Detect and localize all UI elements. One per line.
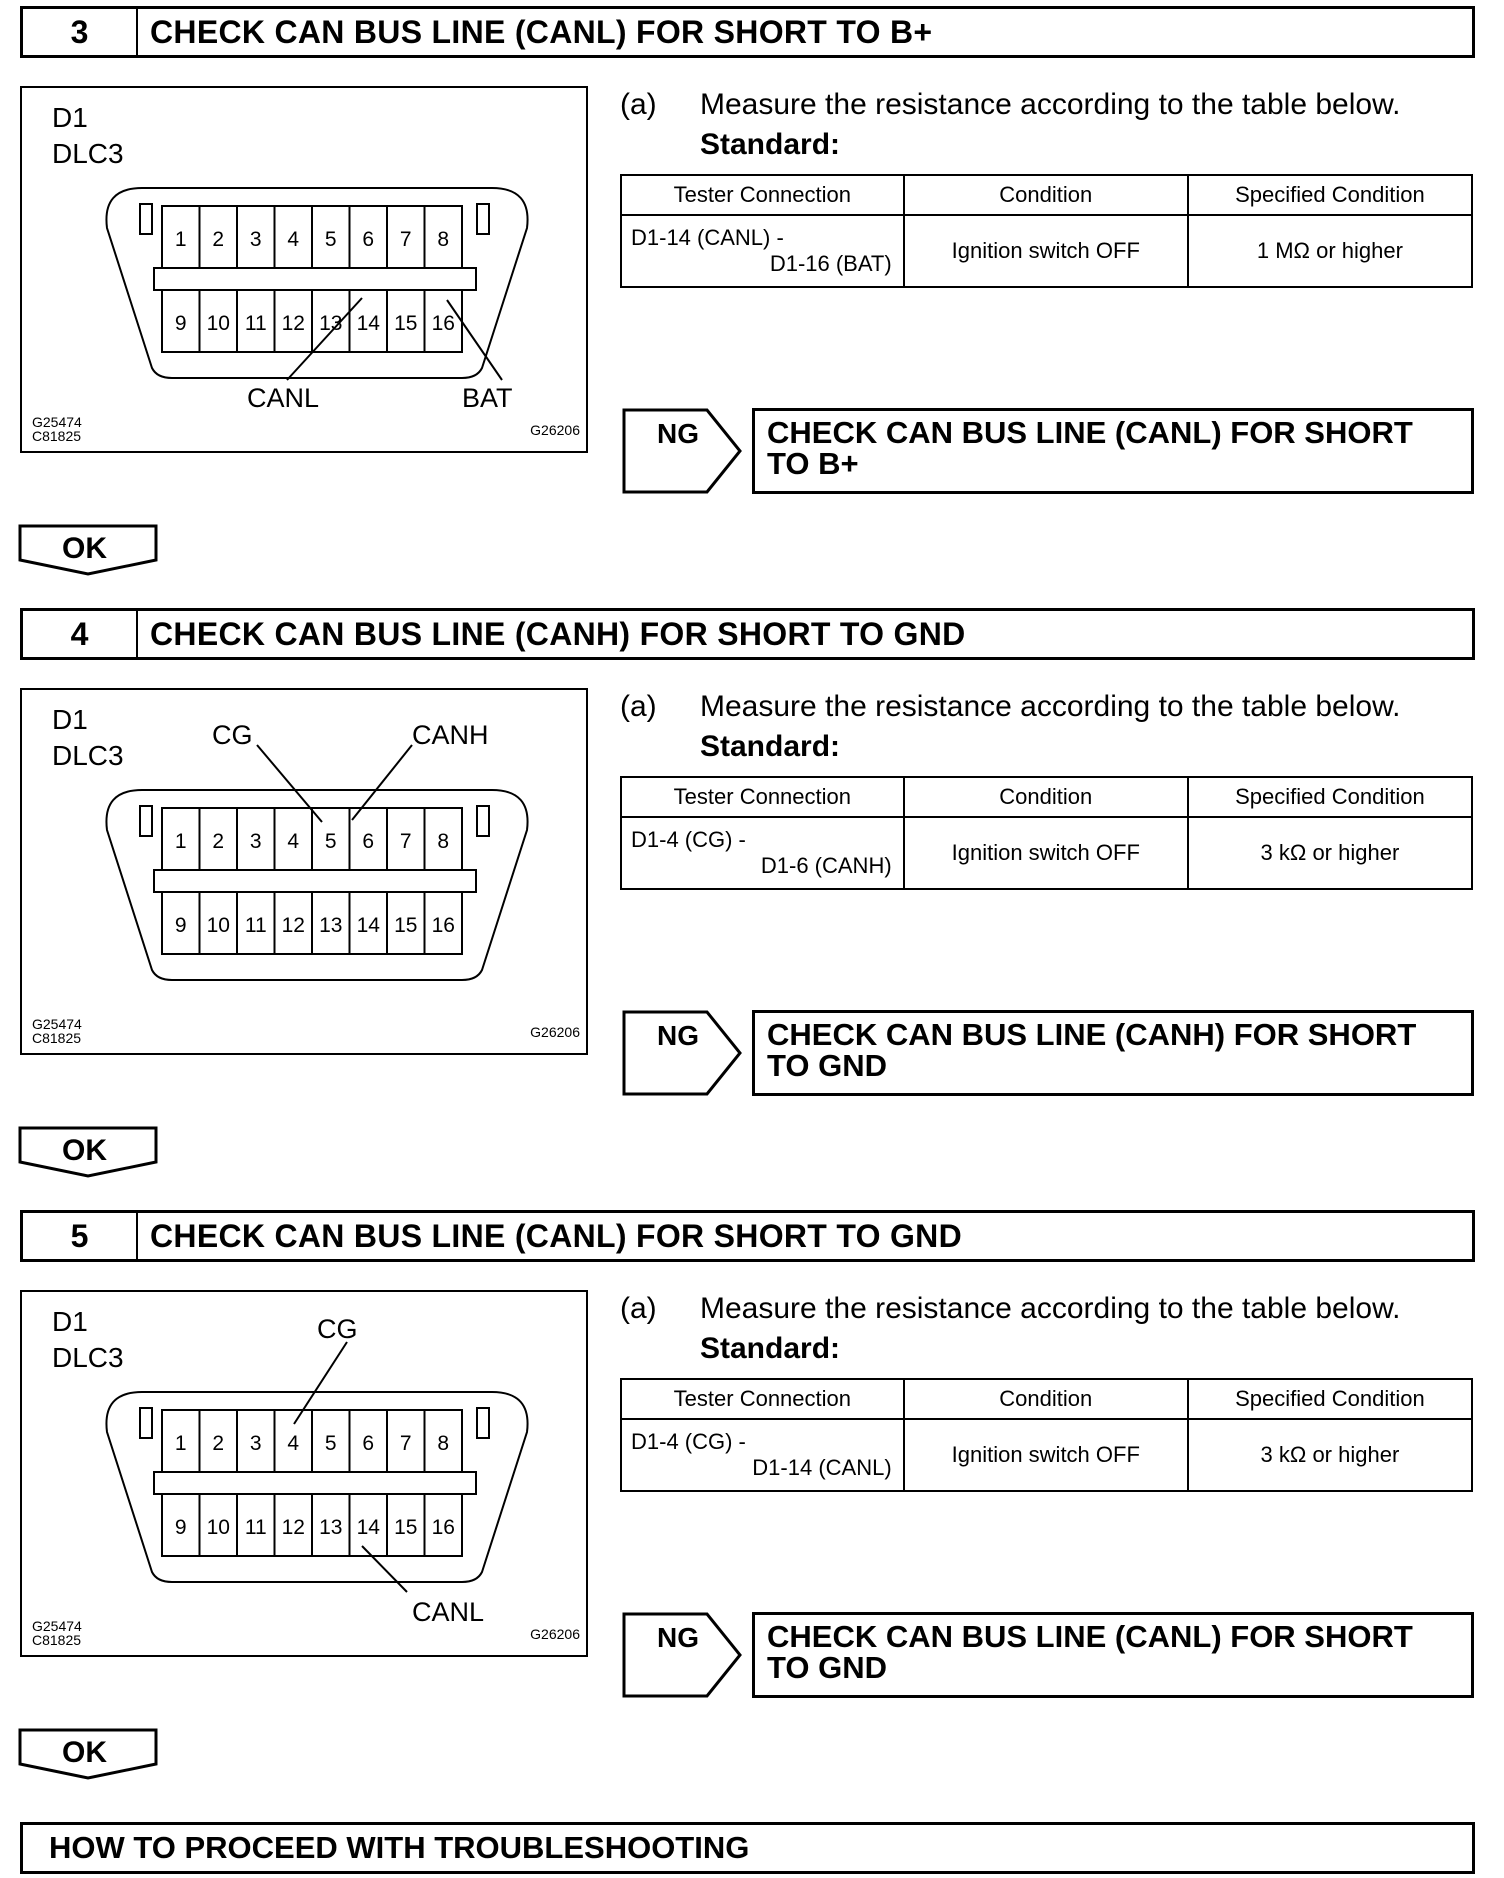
pin-number-10: 10 — [206, 914, 230, 937]
table-row — [621, 817, 1472, 889]
connector-separator — [154, 268, 476, 290]
connector-latch-left — [140, 1408, 152, 1438]
pin-number-13: 13 — [319, 1516, 343, 1539]
pin-number-12: 12 — [281, 312, 305, 335]
table-header-cell: Specified Condition — [1188, 777, 1472, 817]
pin-number-10: 10 — [206, 1516, 230, 1539]
pin-number-16: 16 — [431, 312, 455, 335]
ok-label: OK — [62, 1134, 107, 1167]
pin-number-6: 6 — [362, 1432, 375, 1455]
ng-label: NG — [657, 418, 699, 449]
ng-indicator — [622, 1612, 742, 1698]
ng-label: NG — [657, 1622, 699, 1653]
connector-latch-left — [140, 806, 152, 836]
pin-number-7: 7 — [399, 228, 412, 251]
step-header — [20, 6, 1475, 58]
instruction-label: (a) — [620, 88, 657, 121]
connector-latch-right — [477, 806, 489, 836]
table-header-cell: Specified Condition — [1188, 1379, 1472, 1419]
table-header-cell: Condition — [904, 777, 1188, 817]
pin-number-1: 1 — [174, 830, 187, 853]
standard-label: Standard: — [700, 128, 841, 161]
pin-number-3: 3 — [249, 228, 262, 251]
ng-indicator — [622, 408, 742, 494]
connector-id: D1 — [52, 102, 88, 133]
table-header-cell: Specified Condition — [1188, 175, 1472, 215]
figure-code: G26206 — [530, 1626, 580, 1642]
pin-number-14: 14 — [356, 914, 380, 937]
tester-connection-to: D1-14 (CANL) — [752, 1455, 892, 1480]
connector-diagram — [20, 688, 588, 1055]
pin-number-11: 11 — [244, 1516, 267, 1539]
figure-code: C81825 — [32, 1632, 82, 1648]
connector-latch-right — [477, 204, 489, 234]
connector-diagram — [20, 1290, 588, 1657]
pin-number-7: 7 — [399, 830, 412, 853]
instruction-label: (a) — [620, 690, 657, 723]
pin-number-16: 16 — [431, 914, 455, 937]
condition-cell: Ignition switch OFF — [904, 1419, 1188, 1491]
pin-number-4: 4 — [287, 830, 300, 853]
pin-number-8: 8 — [437, 1432, 450, 1455]
callout-label: CG — [212, 720, 253, 750]
table-header-cell: Condition — [904, 1379, 1188, 1419]
connector-separator — [154, 870, 476, 892]
pin-number-3: 3 — [249, 1432, 262, 1455]
tester-connection-to: D1-6 (CANH) — [760, 853, 892, 878]
spec-table — [620, 1378, 1473, 1492]
connector-diagram — [20, 86, 588, 453]
specified-condition-cell: 3 kΩ or higher — [1188, 817, 1472, 889]
table-header-cell: Tester Connection — [621, 1379, 904, 1419]
pin-number-6: 6 — [362, 228, 375, 251]
pin-number-9: 9 — [174, 914, 187, 937]
pin-number-11: 11 — [244, 914, 267, 937]
figure-code: G26206 — [530, 1024, 580, 1040]
table-header-row — [621, 777, 1472, 817]
step-number: 3 — [23, 9, 138, 55]
ng-result-box: CHECK CAN BUS LINE (CANL) FOR SHORT TO GND — [752, 1612, 1474, 1698]
table-row — [621, 1419, 1472, 1491]
callout-label: CG — [317, 1314, 358, 1344]
ok-indicator — [18, 524, 158, 576]
step-3 — [0, 0, 1504, 600]
ok-indicator — [18, 1126, 158, 1178]
table-header-cell: Condition — [904, 175, 1188, 215]
ng-result-box: CHECK CAN BUS LINE (CANL) FOR SHORT TO B+ — [752, 408, 1474, 494]
step-4 — [0, 602, 1504, 1202]
callout-label: CANL — [247, 383, 320, 413]
ng-result-box: CHECK CAN BUS LINE (CANH) FOR SHORT TO GND — [752, 1010, 1474, 1096]
specified-condition-cell: 1 MΩ or higher — [1188, 215, 1472, 287]
instruction-text: Measure the resistance according to the table below. — [700, 88, 1401, 121]
pin-number-13: 13 — [319, 914, 343, 937]
tester-connection-cell — [621, 1419, 904, 1491]
pin-number-12: 12 — [281, 1516, 305, 1539]
spec-table — [620, 776, 1473, 890]
step-number: 5 — [23, 1213, 138, 1259]
step-header — [20, 608, 1475, 660]
tester-connection-cell — [621, 817, 904, 889]
pin-number-14: 14 — [356, 1516, 380, 1539]
pin-number-4: 4 — [287, 1432, 300, 1455]
table-row — [621, 215, 1472, 287]
tester-connection-cell — [621, 215, 904, 287]
ng-label: NG — [657, 1020, 699, 1051]
connector-latch-left — [140, 204, 152, 234]
table-header-cell: Tester Connection — [621, 175, 904, 215]
figure-code: C81825 — [32, 428, 82, 444]
step-5 — [0, 1204, 1504, 1804]
pin-number-8: 8 — [437, 228, 450, 251]
ng-indicator — [622, 1010, 742, 1096]
connector-name: DLC3 — [52, 138, 124, 169]
figure-code: G25474 — [32, 1016, 82, 1032]
ok-indicator — [18, 1728, 158, 1780]
standard-label: Standard: — [700, 1332, 841, 1365]
pin-number-10: 10 — [206, 312, 230, 335]
pin-number-15: 15 — [394, 312, 418, 335]
step-title: CHECK CAN BUS LINE (CANH) FOR SHORT TO GND — [150, 615, 966, 652]
pin-number-8: 8 — [437, 830, 450, 853]
callout-label: CANL — [412, 1597, 485, 1627]
table-header-cell: Tester Connection — [621, 777, 904, 817]
specified-condition-cell: 3 kΩ or higher — [1188, 1419, 1472, 1491]
connector-id: D1 — [52, 704, 88, 735]
tester-connection-from: D1-14 (CANL) - — [631, 225, 784, 250]
pin-number-2: 2 — [212, 228, 225, 251]
connector-id: D1 — [52, 1306, 88, 1337]
pin-number-2: 2 — [212, 830, 225, 853]
tester-connection-from: D1-4 (CG) - — [631, 827, 746, 852]
condition-cell: Ignition switch OFF — [904, 215, 1188, 287]
pin-number-7: 7 — [399, 1432, 412, 1455]
pin-number-15: 15 — [394, 914, 418, 937]
step-number: 4 — [23, 611, 138, 657]
ok-label: OK — [62, 532, 107, 565]
pin-number-9: 9 — [174, 1516, 187, 1539]
connector-name: DLC3 — [52, 740, 124, 771]
pin-number-9: 9 — [174, 312, 187, 335]
pin-number-5: 5 — [324, 228, 337, 251]
tester-connection-from: D1-4 (CG) - — [631, 1429, 746, 1454]
pin-number-3: 3 — [249, 830, 262, 853]
step-title: CHECK CAN BUS LINE (CANL) FOR SHORT TO GND — [150, 1217, 962, 1254]
step-header — [20, 1210, 1475, 1262]
callout-label: BAT — [462, 383, 513, 413]
table-header-row — [621, 1379, 1472, 1419]
instruction-text: Measure the resistance according to the table below. — [700, 1292, 1401, 1325]
pin-number-1: 1 — [174, 228, 187, 251]
pin-number-6: 6 — [362, 830, 375, 853]
pin-number-13: 13 — [319, 312, 343, 335]
callout-label: CANH — [412, 720, 489, 750]
pin-number-2: 2 — [212, 1432, 225, 1455]
pin-number-15: 15 — [394, 1516, 418, 1539]
figure-code: G25474 — [32, 414, 82, 430]
final-section-title: HOW TO PROCEED WITH TROUBLESHOOTING — [20, 1822, 1475, 1874]
figure-code: C81825 — [32, 1030, 82, 1046]
pin-number-1: 1 — [174, 1432, 187, 1455]
ok-label: OK — [62, 1736, 107, 1769]
pin-number-12: 12 — [281, 914, 305, 937]
tester-connection-to: D1-16 (BAT) — [769, 251, 892, 276]
connector-name: DLC3 — [52, 1342, 124, 1373]
step-title: CHECK CAN BUS LINE (CANL) FOR SHORT TO B+ — [150, 13, 933, 50]
standard-label: Standard: — [700, 730, 841, 763]
figure-code: G25474 — [32, 1618, 82, 1634]
instruction-label: (a) — [620, 1292, 657, 1325]
pin-number-11: 11 — [244, 312, 267, 335]
pin-number-5: 5 — [324, 830, 337, 853]
pin-number-5: 5 — [324, 1432, 337, 1455]
pin-number-16: 16 — [431, 1516, 455, 1539]
figure-code: G26206 — [530, 422, 580, 438]
spec-table — [620, 174, 1473, 288]
pin-number-4: 4 — [287, 228, 300, 251]
connector-separator — [154, 1472, 476, 1494]
instruction-text: Measure the resistance according to the table below. — [700, 690, 1401, 723]
connector-latch-right — [477, 1408, 489, 1438]
condition-cell: Ignition switch OFF — [904, 817, 1188, 889]
table-header-row — [621, 175, 1472, 215]
pin-number-14: 14 — [356, 312, 380, 335]
